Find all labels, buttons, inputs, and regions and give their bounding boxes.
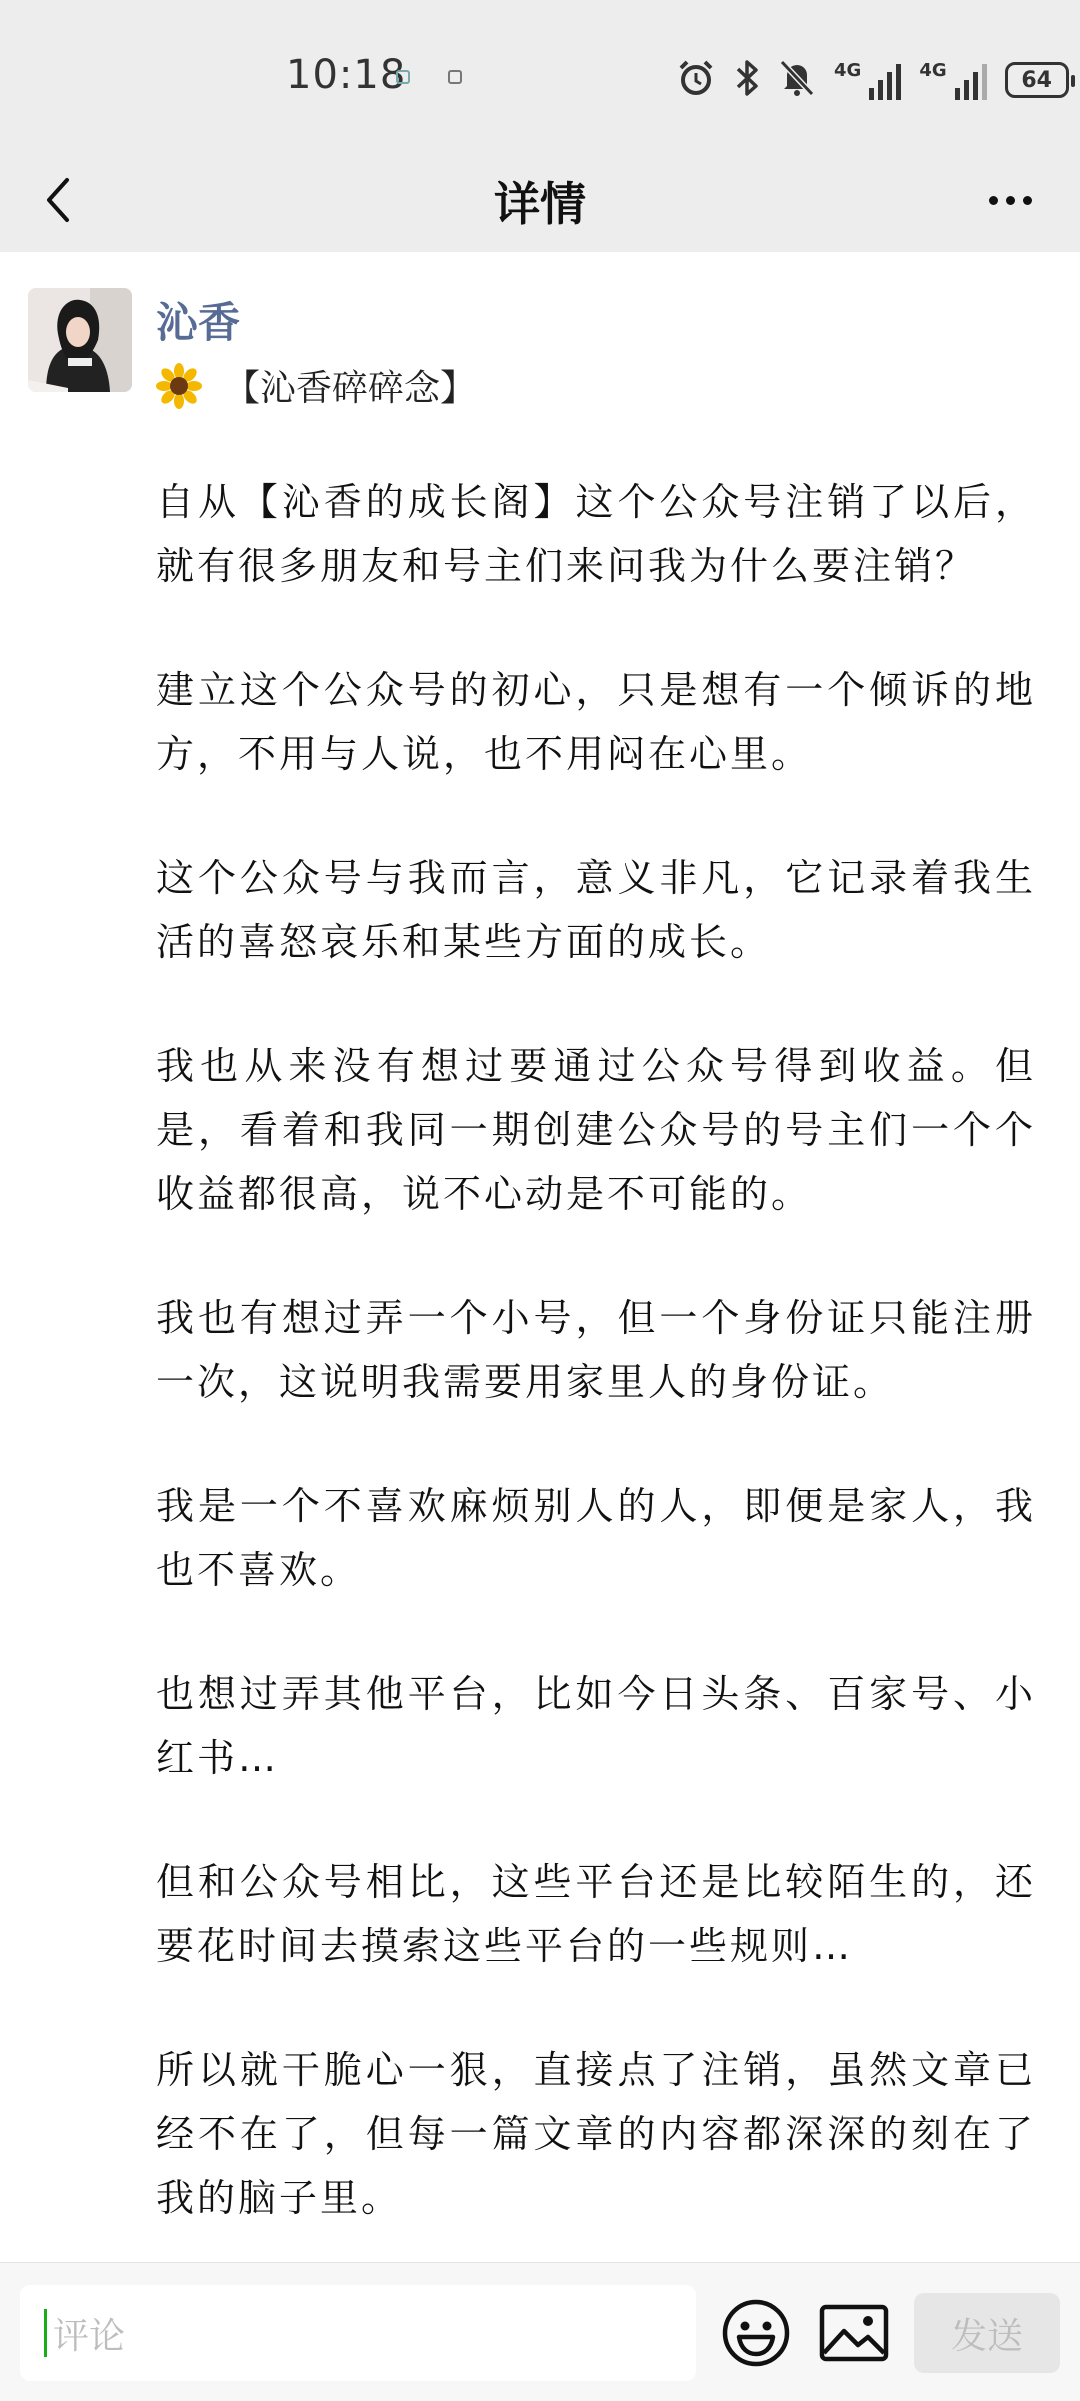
page-title: 详情 bbox=[494, 177, 586, 231]
comment-bar bbox=[0, 2262, 1080, 2401]
bluetooth-icon bbox=[734, 58, 760, 102]
alarm-icon bbox=[676, 58, 716, 102]
text-caret bbox=[44, 2309, 47, 2357]
post-paragraph: 我是一个不喜欢麻烦别人的人，即便是家人，我也不喜欢。 bbox=[156, 1484, 1036, 1592]
comment-input[interactable] bbox=[20, 2285, 696, 2381]
status-bar bbox=[0, 0, 1080, 150]
post-paragraph: 所以就干脆心一狠，直接点了注销，虽然文章已经不在了，但每一篇文章的内容都深深的刻在了我的脑子里。 bbox=[156, 2048, 1036, 2220]
battery-icon bbox=[1005, 62, 1069, 98]
post-tag bbox=[156, 360, 476, 411]
post-paragraph: 也想过弄其他平台，比如今日头条、百家号、小红书… bbox=[156, 1672, 1036, 1780]
network-label: 4G bbox=[919, 60, 947, 81]
post-paragraph: 建立这个公众号的初心，只是想有一个倾诉的地方，不用与人说，也不用闷在心里。 bbox=[156, 668, 1036, 776]
battery-level: 64 bbox=[1021, 67, 1052, 93]
top-area bbox=[0, 0, 1080, 252]
more-dots-icon bbox=[989, 196, 998, 205]
sim-icon bbox=[448, 70, 462, 84]
navigation-bar bbox=[0, 150, 1080, 252]
post-tag-text: 【沁香碎碎念】 bbox=[224, 368, 477, 409]
status-icons bbox=[676, 56, 1069, 104]
avatar[interactable] bbox=[28, 288, 132, 392]
send-button[interactable]: 发送 bbox=[914, 2293, 1060, 2373]
smiley-icon bbox=[720, 2297, 792, 2369]
image-icon bbox=[818, 2299, 890, 2367]
post-paragraph: 自从【沁香的成长阁】这个公众号注销了以后，就有很多朋友和号主们来问我为什么要注销？ bbox=[156, 480, 1036, 588]
notification-dot-icon bbox=[396, 70, 410, 84]
status-time: 10:18 bbox=[286, 52, 407, 98]
author-name[interactable]: 沁香 bbox=[156, 298, 241, 347]
signal-icon bbox=[919, 60, 986, 100]
post-paragraph: 但和公众号相比，这些平台还是比较陌生的，还要花时间去摸索这些平台的一些规则… bbox=[156, 1860, 1036, 1968]
mute-icon bbox=[778, 58, 816, 102]
comment-placeholder: 评论 bbox=[53, 2315, 126, 2357]
post-content bbox=[156, 470, 1036, 2290]
signal-icon bbox=[834, 60, 901, 100]
more-button[interactable] bbox=[980, 180, 1040, 220]
sunflower-icon bbox=[156, 363, 202, 409]
network-label: 4G bbox=[834, 60, 862, 81]
emoji-button[interactable] bbox=[720, 2297, 792, 2369]
avatar-photo bbox=[28, 288, 132, 392]
image-button[interactable] bbox=[818, 2299, 890, 2367]
post-paragraph: 我也有想过弄一个小号，但一个身份证只能注册一次，这说明我需要用家里人的身份证。 bbox=[156, 1296, 1036, 1404]
post-paragraph: 这个公众号与我而言，意义非凡，它记录着我生活的喜怒哀乐和某些方面的成长。 bbox=[156, 856, 1036, 964]
post-paragraph: 我也从来没有想过要通过公众号得到收益。但是，看着和我同一期创建公众号的号主们一个个收益都很高，说不心动是不可能的。 bbox=[156, 1044, 1036, 1216]
